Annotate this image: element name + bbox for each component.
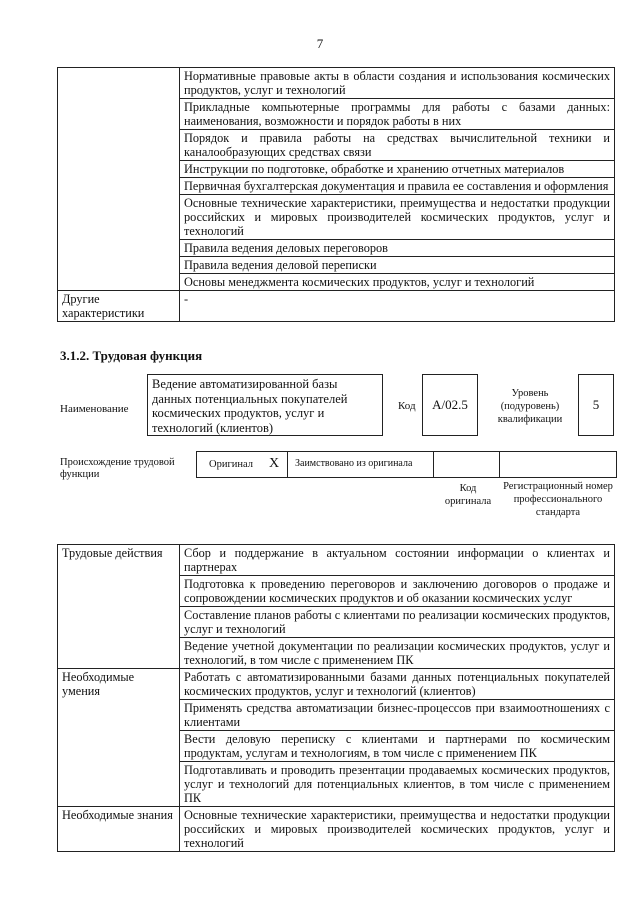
code-label: Код <box>398 400 416 412</box>
origin-box <box>196 451 617 478</box>
table-row: Инструкции по подготовке, обработке и хранению отчетных материалов <box>180 161 615 178</box>
group-label: Необходимые умения <box>58 669 180 807</box>
other-characteristics-value: - <box>180 291 615 322</box>
table-row: Прикладные компьютерные программы для работы с базами данных: наименования, возможности и порядок работы в них <box>180 99 615 130</box>
table-row: Сбор и поддержание в актуальном состоянии информации о клиентах и партнерах <box>180 545 615 576</box>
table-row: Основы менеджмента космических продуктов, услуг и технологий <box>180 274 615 291</box>
table-row: Правила ведения деловой переписки <box>180 257 615 274</box>
table-row: Порядок и правила работы на средствах вычислительной техники и каналообразующих средствах связи <box>180 130 615 161</box>
level-value-box: 5 <box>578 374 614 436</box>
other-characteristics-label: Другие характеристики <box>58 291 180 322</box>
group-label: Необходимые знания <box>58 807 180 852</box>
table-row: Правила ведения деловых переговоров <box>180 240 615 257</box>
table-row: Первичная бухгалтерская документация и правила ее составления и оформления <box>180 178 615 195</box>
labor-function-table <box>57 544 615 852</box>
table-row: Основные технические характеристики, преимущества и недостатки продукции российских и мировых производителей космических продуктов, услуг и технологий <box>180 807 615 852</box>
reg-number-caption: Регистрационный номер профессионального стандарта <box>503 481 613 518</box>
table-row: Подготавливать и проводить презентации продаваемых космических продуктов, услуг и технологий для потенциальных клиентов, в том числе с применением ПК <box>180 762 615 807</box>
page-number: 7 <box>316 36 324 51</box>
origin-label: Происхождение трудовой функции <box>60 457 175 480</box>
table-row: Нормативные правовые акты в области создания и использования космических продуктов, услуг и технологий <box>180 68 615 99</box>
table-row: Вести деловую переписку с клиентами и партнерами по космическим продуктам, услугам и технологиям, в том числе с применением ПК <box>180 731 615 762</box>
origin-code-caption: Код оригинала <box>444 483 492 507</box>
table-row: Основные технические характеристики, преимущества и недостатки продукции российских и мировых производителей космических продуктов, услуг и технологий <box>180 195 615 240</box>
borrowed-label: Заимствовано из оригинала <box>295 458 413 469</box>
level-label: Уровень (подуровень) квалификации <box>497 388 563 425</box>
divider <box>287 452 288 477</box>
original-label: Оригинал <box>209 459 253 470</box>
section-heading: 3.1.2. Трудовая функция <box>60 348 203 363</box>
code-value-box: A/02.5 <box>422 374 478 436</box>
table-row: Подготовка к проведению переговоров и заключению договоров о продаже и сопровождении космических продуктов и об оказании космических услуг <box>180 576 615 607</box>
empty-label-cell <box>58 68 180 291</box>
group-label: Трудовые действия <box>58 545 180 669</box>
table-row: Составление планов работы с клиентами по реализации космических продуктов, услуг и технологий <box>180 607 615 638</box>
function-name-box: Ведение автоматизированной базы данных потенциальных покупателей космических продуктов, услуг и технологий (клиентов) <box>147 374 383 436</box>
table-row: Применять средства автоматизации бизнес-процессов при взаимоотношениях с клиентами <box>180 700 615 731</box>
divider <box>499 452 500 477</box>
knowledge-table-continuation <box>57 67 615 322</box>
table-row: Работать с автоматизированными базами данных потенциальных покупателей космических продуктов, услуг и технологий (клиентов) <box>180 669 615 700</box>
table-row: Ведение учетной документации по реализации космических продуктов, услуг и технологий, в том числе с применением ПК <box>180 638 615 669</box>
original-mark: X <box>269 456 280 471</box>
name-label: Наименование <box>60 403 129 415</box>
divider <box>433 452 434 477</box>
